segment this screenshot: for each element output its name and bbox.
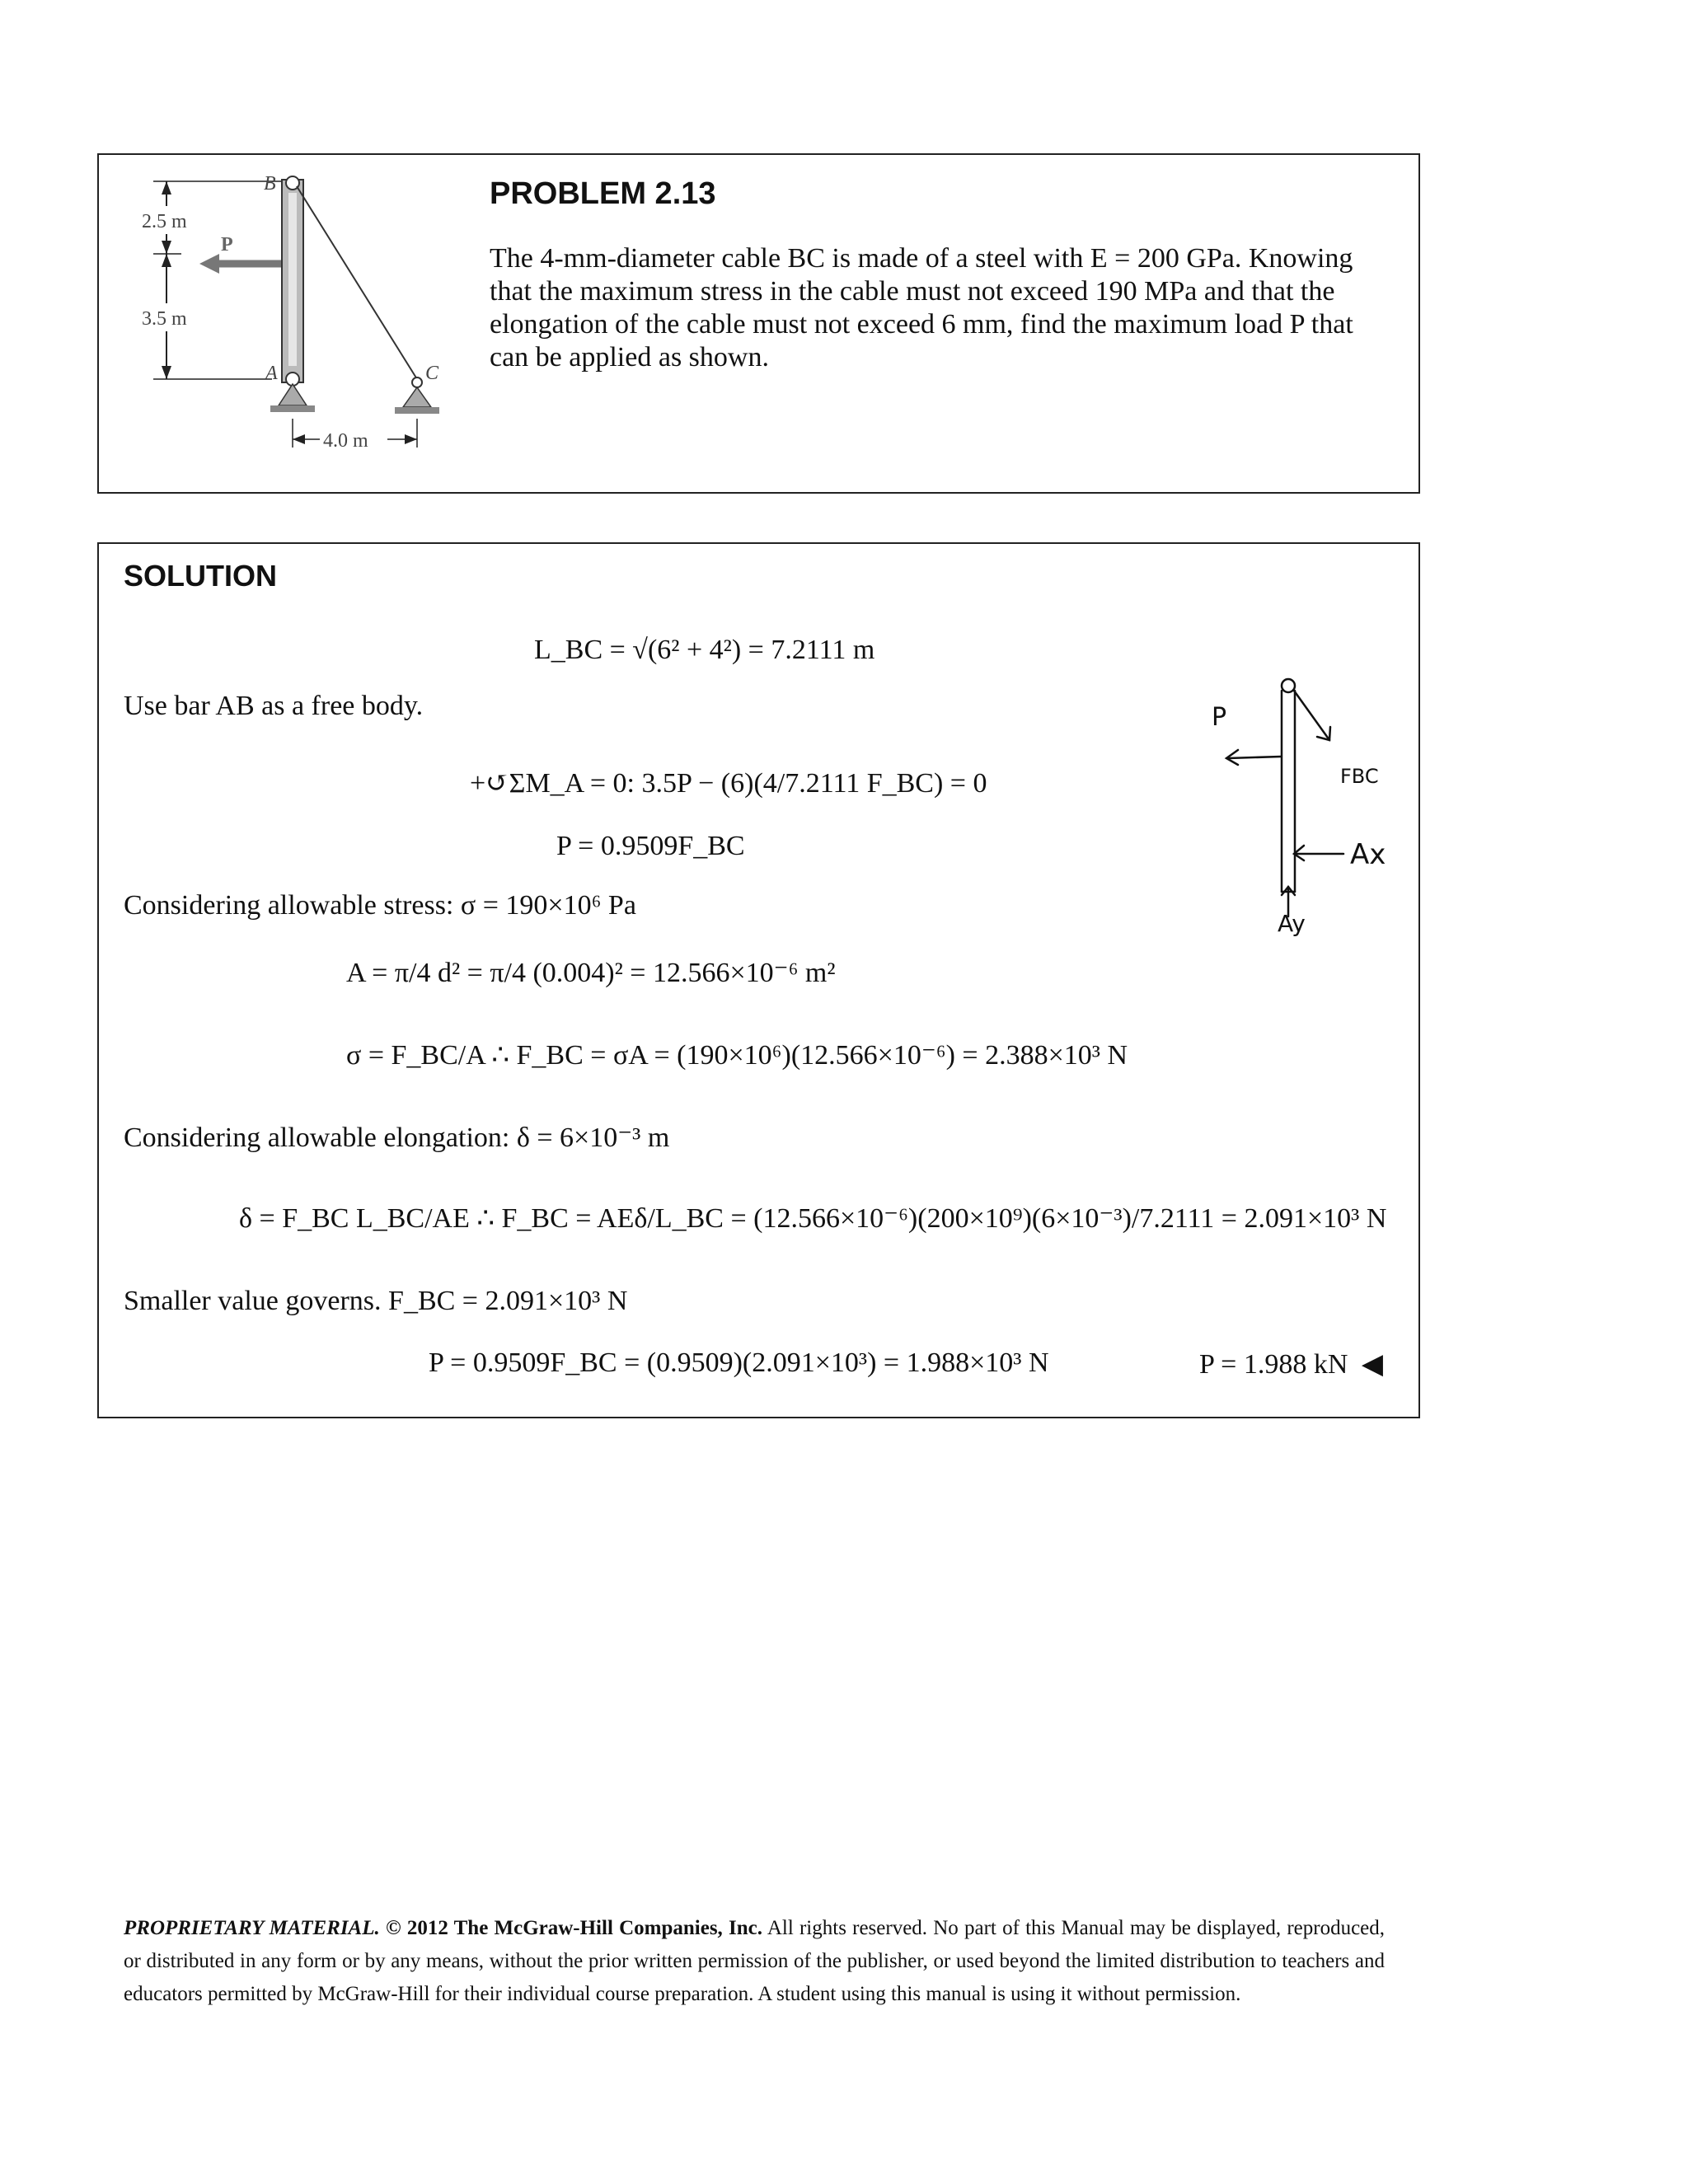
p-relation: P = 0.9509F_BC bbox=[556, 831, 745, 861]
statement-line: that the maximum stress in the cable must not exceed 190 MPa and that the bbox=[490, 276, 1335, 307]
solution-heading: SOLUTION bbox=[124, 559, 277, 593]
elongation-value: δ = 6×10⁻³ m bbox=[516, 1122, 670, 1153]
point-a-label: A bbox=[265, 363, 278, 384]
governs-value: F_BC = 2.091×10³ N bbox=[388, 1286, 628, 1316]
point-c-label: C bbox=[425, 363, 439, 384]
free-body-sketch bbox=[1170, 676, 1418, 940]
stress-value: σ = 190×10⁶ Pa bbox=[460, 890, 636, 921]
governs-text: Smaller value governs. bbox=[124, 1286, 382, 1316]
free-body-text: Use bar AB as a free body. bbox=[124, 691, 424, 721]
sketch-p-label: P bbox=[1212, 703, 1227, 732]
load-p-label: P bbox=[221, 234, 233, 255]
problem-figure bbox=[124, 171, 536, 476]
problem-box bbox=[97, 153, 1420, 494]
governs-line bbox=[124, 1286, 627, 1317]
moment-equation: +↺ΣM_A = 0: 3.5P − (6)(4/7.2111 F_BC) = 0 bbox=[470, 768, 987, 799]
solution-box bbox=[97, 542, 1420, 1418]
point-b-label: B bbox=[264, 173, 276, 194]
answer-line bbox=[1199, 1347, 1383, 1380]
footer-copyright: © 2012 The McGraw-Hill Companies, Inc. bbox=[385, 1917, 762, 1939]
dim-bottom-label: 3.5 m bbox=[142, 308, 187, 330]
elongation-line bbox=[124, 1121, 669, 1154]
statement-line: can be applied as shown. bbox=[490, 342, 769, 373]
final-equation: P = 0.9509F_BC = (0.9509)(2.091×10³) = 1.988×10³ N bbox=[429, 1347, 1049, 1378]
footer-body: All rights reserved. No part of this Manual may be displayed, reproduced, or distributed in any form or by any means, without the prior written permission of the publisher, or used beyond the limited distribution to teachers and educators permitted by McGraw-Hill for their individual course preparation. A student using this manual is using it without permission. bbox=[124, 1917, 1386, 2005]
area-equation: A = π/4 d² = π/4 (0.004)² = 12.566×10⁻⁶ m² bbox=[346, 958, 836, 988]
stress-line bbox=[124, 890, 636, 921]
delta-equation: δ = F_BC L_BC/AE ∴ F_BC = AEδ/L_BC = (12.566×10⁻⁶)(200×10⁹)(6×10⁻³)/7.2111 = 2.091×10³ N bbox=[239, 1203, 1387, 1234]
dim-horizontal-label: 4.0 m bbox=[323, 430, 368, 452]
final-answer: P = 1.988 kN bbox=[1199, 1349, 1348, 1380]
sketch-fbc-label: FBC bbox=[1340, 765, 1379, 788]
answer-marker-icon: ◀ bbox=[1361, 1347, 1384, 1380]
problem-statement bbox=[490, 242, 1384, 374]
dim-top-label: 2.5 m bbox=[142, 211, 187, 232]
elongation-label: Considering allowable elongation: bbox=[124, 1122, 510, 1153]
footer-lead: PROPRIETARY MATERIAL. bbox=[124, 1917, 380, 1939]
sketch-ay-label: Ay bbox=[1278, 910, 1306, 937]
proprietary-footer bbox=[124, 1912, 1385, 2011]
stress-label: Considering allowable stress: bbox=[124, 890, 454, 921]
sigma-equation: σ = F_BC/A ∴ F_BC = σA = (190×10⁶)(12.566×10⁻⁶) = 2.388×10³ N bbox=[346, 1040, 1128, 1071]
sketch-ax-label: Ax bbox=[1350, 838, 1386, 871]
statement-line: elongation of the cable must not exceed 6 mm, find the maximum load P that bbox=[490, 309, 1353, 340]
lbc-equation: L_BC = √(6² + 4²) = 7.2111 m bbox=[534, 635, 875, 665]
problem-title: PROBLEM 2.13 bbox=[490, 176, 716, 211]
statement-line: The 4-mm-diameter cable BC is made of a steel with E = 200 GPa. Knowing bbox=[490, 243, 1353, 274]
